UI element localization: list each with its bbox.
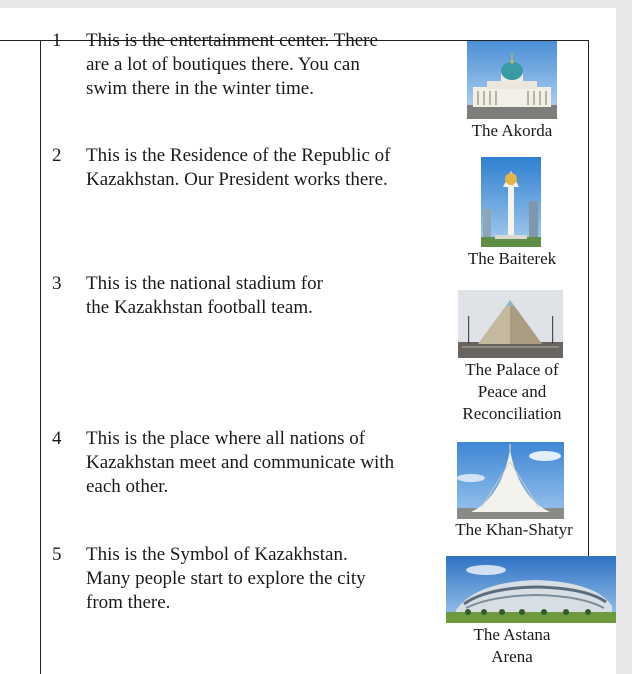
table-right-border <box>588 40 589 556</box>
item-description <box>86 29 378 101</box>
caption-line: Reconciliation <box>462 404 562 423</box>
item-description <box>86 272 323 320</box>
description-line: This is the entertainment center. There <box>86 30 378 51</box>
akorda-caption <box>455 120 569 142</box>
description-line: each other. <box>86 476 169 497</box>
table-left-border <box>40 40 41 674</box>
item-number: 2 <box>52 145 62 166</box>
item-description <box>86 427 394 499</box>
caption-line: Peace and <box>477 382 547 401</box>
description-line: This is the national stadium for <box>86 273 323 294</box>
item-number: 4 <box>52 428 62 449</box>
akorda-photo <box>467 41 557 119</box>
item-description <box>86 144 390 192</box>
baiterek-photo <box>481 157 541 247</box>
khan-shatyr-caption <box>447 519 581 541</box>
caption-line: The Palace of <box>465 360 559 379</box>
description-line: This is the place where all nations of <box>86 428 366 449</box>
palace-of-peace-photo <box>458 290 563 358</box>
item-number: 3 <box>52 273 62 294</box>
caption-line: Arena <box>491 647 533 666</box>
item-description <box>86 543 366 615</box>
description-line: from there. <box>86 592 171 613</box>
baiterek-caption <box>455 248 569 270</box>
item-number: 5 <box>52 544 62 565</box>
caption-line: The Khan-Shatyr <box>455 520 573 539</box>
khan-shatyr-photo <box>457 442 564 519</box>
description-line: swim there in the winter time. <box>86 78 314 99</box>
caption-line: The Baiterek <box>467 249 557 268</box>
astana-arena-photo <box>446 556 616 623</box>
description-line: Many people start to explore the city <box>86 568 366 589</box>
palace-of-peace-caption <box>455 359 569 425</box>
description-line: are a lot of boutiques there. You can <box>86 54 360 75</box>
caption-line: The Astana <box>473 625 551 644</box>
description-line: Kazakhstan meet and communicate with <box>86 452 395 473</box>
description-line: Kazakhstan. Our President works there. <box>86 169 388 190</box>
item-number: 1 <box>52 30 62 51</box>
description-line: This is the Residence of the Republic of <box>86 145 391 166</box>
caption-line: The Akorda <box>471 121 553 140</box>
description-line: the Kazakhstan football team. <box>86 297 313 318</box>
astana-arena-caption <box>455 624 569 668</box>
description-line: This is the Symbol of Kazakhstan. <box>86 544 348 565</box>
